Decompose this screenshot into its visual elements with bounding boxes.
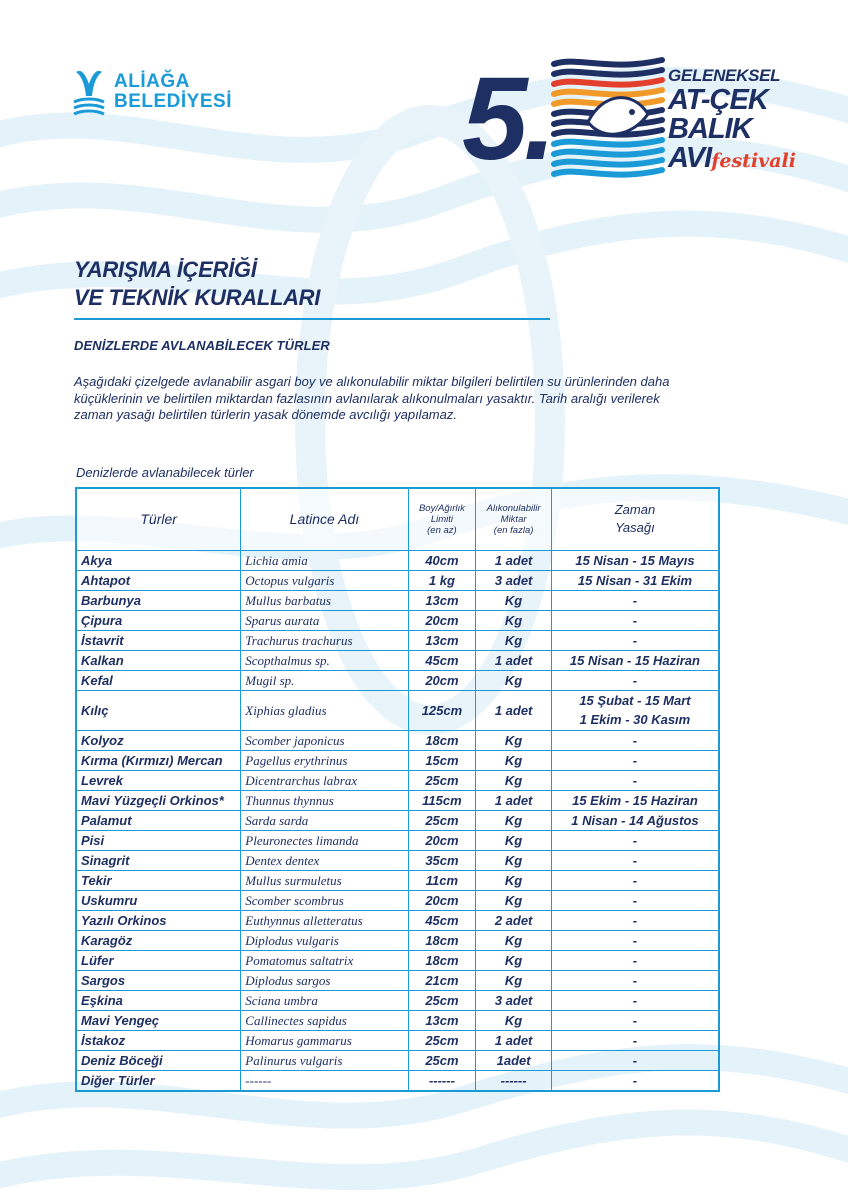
size-limit-cell: 45cm	[408, 910, 476, 930]
header-quantity	[476, 488, 552, 550]
size-limit-cell: 25cm	[408, 1030, 476, 1050]
size-limit-cell: 20cm	[408, 610, 476, 630]
quantity-cell: 1 adet	[476, 550, 552, 570]
size-limit-cell: ------	[408, 1070, 476, 1091]
table-row	[76, 810, 719, 830]
species-name-cell: Mavi Yüzgeçli Orkinos*	[76, 790, 241, 810]
latin-name-cell: Palinurus vulgaris	[241, 1050, 408, 1070]
species-table-body	[76, 550, 719, 1091]
time-ban-cell	[551, 930, 719, 950]
time-ban-period: -	[632, 932, 638, 948]
time-ban-cell	[551, 1030, 719, 1050]
time-ban-period: -	[632, 872, 638, 888]
time-ban-cell	[551, 910, 719, 930]
size-limit-cell: 13cm	[408, 630, 476, 650]
species-name-cell: İstavrit	[76, 630, 241, 650]
time-ban-cell	[551, 950, 719, 970]
festival-fish-stripes-icon	[548, 52, 668, 188]
table-row	[76, 730, 719, 750]
species-name-cell: Uskumru	[76, 890, 241, 910]
quantity-cell: Kg	[476, 890, 552, 910]
header-latin: Latince Adı	[241, 488, 408, 550]
species-name-cell: Kalkan	[76, 650, 241, 670]
header-qty-line1: Alıkonulabilir	[486, 502, 541, 514]
quantity-cell: 1 adet	[476, 650, 552, 670]
festival-name-line3: BALIK	[668, 113, 752, 145]
size-limit-cell: 25cm	[408, 810, 476, 830]
size-limit-cell: 13cm	[408, 590, 476, 610]
header-qty-line2: Miktar	[500, 513, 527, 525]
header-species: Türler	[76, 488, 241, 550]
quantity-cell: 1adet	[476, 1050, 552, 1070]
latin-name-cell: Trachurus trachurus	[241, 630, 408, 650]
table-row	[76, 870, 719, 890]
latin-name-cell: Callinectes sapidus	[241, 1010, 408, 1030]
time-ban-period: 15 Ekim - 15 Haziran	[572, 792, 698, 808]
time-ban-cell	[551, 670, 719, 690]
species-name-cell: Kolyoz	[76, 730, 241, 750]
table-header-row	[76, 488, 719, 550]
intro-paragraph: Aşağıdaki çizelgede avlanabilir asgari boy ve alıkonulabilir miktar bilgileri belirtilen su ürünlerinden daha küçüklerinin ve belirtilen miktardan fazlasının avlanılarak alıkonulmaları yasaktır. Tarih aralığı verilerek zaman yasağı belirtilen türlerin yasak dönemde avcılığı yapılamaz.	[74, 374, 670, 422]
size-limit-cell: 125cm	[408, 690, 476, 730]
latin-name-cell: Sparus aurata	[241, 610, 408, 630]
time-ban-period: -	[632, 1072, 638, 1088]
quantity-cell: Kg	[476, 730, 552, 750]
latin-name-cell: Pleuronectes limanda	[241, 830, 408, 850]
header-size-limit	[408, 488, 476, 550]
time-ban-cell	[551, 890, 719, 910]
time-ban-cell	[551, 970, 719, 990]
table-row	[76, 890, 719, 910]
species-name-cell: Ahtapot	[76, 570, 241, 590]
species-name-cell: İstakoz	[76, 1030, 241, 1050]
municipality-name-line2: BELEDİYESİ	[114, 91, 232, 112]
size-limit-cell: 20cm	[408, 830, 476, 850]
species-name-cell: Sinagrit	[76, 850, 241, 870]
size-limit-cell: 20cm	[408, 670, 476, 690]
time-ban-period: 15 Nisan - 15 Mayıs	[575, 552, 695, 568]
latin-name-cell: Lichia amia	[241, 550, 408, 570]
latin-name-cell: Diplodus vulgaris	[241, 930, 408, 950]
latin-name-cell: Mullus barbatus	[241, 590, 408, 610]
size-limit-cell: 25cm	[408, 1050, 476, 1070]
species-name-cell: Yazılı Orkinos	[76, 910, 241, 930]
quantity-cell: Kg	[476, 930, 552, 950]
quantity-cell: 2 adet	[476, 910, 552, 930]
header-ban-line2: Yasağı	[615, 520, 655, 536]
time-ban-period: -	[632, 1052, 638, 1068]
quantity-cell: Kg	[476, 770, 552, 790]
size-limit-cell: 25cm	[408, 770, 476, 790]
latin-name-cell: Scomber japonicus	[241, 730, 408, 750]
quantity-cell: Kg	[476, 870, 552, 890]
time-ban-cell	[551, 630, 719, 650]
latin-name-cell: Sarda sarda	[241, 810, 408, 830]
page-title-line1: YARIŞMA İÇERİĞİ	[74, 257, 257, 282]
table-row	[76, 1070, 719, 1091]
species-name-cell: Kırma (Kırmızı) Mercan	[76, 750, 241, 770]
time-ban-cell	[551, 1050, 719, 1070]
size-limit-cell: 11cm	[408, 870, 476, 890]
quantity-cell: 3 adet	[476, 990, 552, 1010]
page-title	[74, 256, 320, 312]
size-limit-cell: 25cm	[408, 990, 476, 1010]
latin-name-cell: Scomber scombrus	[241, 890, 408, 910]
time-ban-cell	[551, 1070, 719, 1091]
time-ban-cell	[551, 770, 719, 790]
table-row	[76, 830, 719, 850]
section-title: DENİZLERDE AVLANABİLECEK TÜRLER	[74, 338, 330, 353]
latin-name-cell: Xiphias gladius	[241, 690, 408, 730]
species-name-cell: Sargos	[76, 970, 241, 990]
quantity-cell: Kg	[476, 810, 552, 830]
latin-name-cell: Diplodus sargos	[241, 970, 408, 990]
latin-name-cell: Thunnus thynnus	[241, 790, 408, 810]
table-row	[76, 970, 719, 990]
table-row	[76, 930, 719, 950]
species-name-cell: Deniz Böceği	[76, 1050, 241, 1070]
time-ban-cell	[551, 850, 719, 870]
time-ban-period: -	[632, 612, 638, 628]
size-limit-cell: 35cm	[408, 850, 476, 870]
quantity-cell: 1 adet	[476, 1030, 552, 1050]
time-ban-cell	[551, 730, 719, 750]
municipality-logo	[72, 66, 232, 118]
quantity-cell: 3 adet	[476, 570, 552, 590]
time-ban-cell	[551, 650, 719, 670]
latin-name-cell: Dentex dentex	[241, 850, 408, 870]
time-ban-period: 15 Şubat - 15 Mart	[579, 693, 691, 708]
latin-name-cell: Dicentrarchus labrax	[241, 770, 408, 790]
latin-name-cell: Euthynnus alletteratus	[241, 910, 408, 930]
time-ban-cell	[551, 790, 719, 810]
quantity-cell: 1 adet	[476, 690, 552, 730]
species-name-cell: Diğer Türler	[76, 1070, 241, 1091]
latin-name-cell: Sciana umbra	[241, 990, 408, 1010]
municipality-name-line1: ALİAĞA	[114, 71, 190, 92]
festival-name-line2: AT-ÇEK	[668, 84, 768, 116]
time-ban-period: -	[632, 752, 638, 768]
quantity-cell: Kg	[476, 950, 552, 970]
time-ban-period: -	[632, 732, 638, 748]
table-row	[76, 630, 719, 650]
table-row	[76, 910, 719, 930]
quantity-cell: Kg	[476, 850, 552, 870]
latin-name-cell: Mullus surmuletus	[241, 870, 408, 890]
time-ban-period: -	[632, 912, 638, 928]
table-row	[76, 670, 719, 690]
table-row	[76, 1050, 719, 1070]
quantity-cell: Kg	[476, 590, 552, 610]
size-limit-cell: 18cm	[408, 950, 476, 970]
table-row	[76, 1030, 719, 1050]
quantity-cell: Kg	[476, 970, 552, 990]
size-limit-cell: 21cm	[408, 970, 476, 990]
time-ban-period: -	[632, 852, 638, 868]
quantity-cell: Kg	[476, 830, 552, 850]
table-row	[76, 650, 719, 670]
latin-name-cell: Homarus gammarus	[241, 1030, 408, 1050]
title-divider	[74, 318, 550, 320]
header-qty-line3: (en fazla)	[493, 524, 534, 536]
time-ban-period: -	[632, 892, 638, 908]
table-row	[76, 590, 719, 610]
table-row	[76, 1010, 719, 1030]
table-row	[76, 690, 719, 730]
time-ban-period: -	[632, 972, 638, 988]
time-ban-period: 15 Nisan - 15 Haziran	[569, 652, 700, 668]
quantity-cell: Kg	[476, 1010, 552, 1030]
species-name-cell: Lüfer	[76, 950, 241, 970]
species-name-cell: Tekir	[76, 870, 241, 890]
latin-name-cell: Pagellus erythrinus	[241, 750, 408, 770]
time-ban-cell	[551, 830, 719, 850]
table-caption: Denizlerde avlanabilecek türler	[76, 465, 254, 480]
time-ban-cell	[551, 990, 719, 1010]
time-ban-period: -	[632, 672, 638, 688]
festival-name-avi: AVI	[668, 142, 712, 174]
table-row	[76, 550, 719, 570]
quantity-cell: Kg	[476, 670, 552, 690]
time-ban-period: -	[632, 592, 638, 608]
festival-name-script: festivali	[711, 150, 796, 172]
species-name-cell: Akya	[76, 550, 241, 570]
header-ban-line1: Zaman	[614, 502, 656, 518]
time-ban-period: -	[632, 952, 638, 968]
size-limit-cell: 18cm	[408, 730, 476, 750]
quantity-cell: Kg	[476, 610, 552, 630]
time-ban-cell	[551, 590, 719, 610]
time-ban-cell	[551, 750, 719, 770]
time-ban-period: 15 Nisan - 31 Ekim	[577, 572, 693, 588]
size-limit-cell: 18cm	[408, 930, 476, 950]
size-limit-cell: 1 kg	[408, 570, 476, 590]
table-row	[76, 750, 719, 770]
time-ban-period: -	[632, 772, 638, 788]
time-ban-cell	[551, 810, 719, 830]
latin-name-cell: Octopus vulgaris	[241, 570, 408, 590]
quantity-cell: Kg	[476, 630, 552, 650]
size-limit-cell: 20cm	[408, 890, 476, 910]
festival-logo	[462, 52, 796, 194]
festival-name-line4	[668, 144, 796, 176]
quantity-cell: 1 adet	[476, 790, 552, 810]
header-size-line2: Limiti	[430, 513, 454, 525]
time-ban-period: 1 Ekim - 30 Kasım	[579, 712, 691, 727]
size-limit-cell: 15cm	[408, 750, 476, 770]
festival-name	[668, 66, 796, 176]
table-row	[76, 770, 719, 790]
time-ban-cell	[551, 610, 719, 630]
time-ban-period: 1 Nisan - 14 Ağustos	[571, 812, 699, 828]
time-ban-period: -	[632, 1032, 638, 1048]
table-row	[76, 950, 719, 970]
festival-edition-number: 5.	[462, 53, 553, 185]
species-name-cell: Pisi	[76, 830, 241, 850]
festival-name-line1: GELENEKSEL	[668, 66, 781, 85]
species-name-cell: Kefal	[76, 670, 241, 690]
time-ban-cell	[551, 570, 719, 590]
size-limit-cell: 45cm	[408, 650, 476, 670]
species-name-cell: Eşkina	[76, 990, 241, 1010]
species-name-cell: Barbunya	[76, 590, 241, 610]
time-ban-period: -	[632, 832, 638, 848]
species-name-cell: Mavi Yengeç	[76, 1010, 241, 1030]
size-limit-cell: 13cm	[408, 1010, 476, 1030]
table-row	[76, 790, 719, 810]
latin-name-cell: Mugil sp.	[241, 670, 408, 690]
species-name-cell: Karagöz	[76, 930, 241, 950]
latin-name-cell: ------	[241, 1070, 408, 1091]
table-row	[76, 610, 719, 630]
species-name-cell: Palamut	[76, 810, 241, 830]
latin-name-cell: Pomatomus saltatrix	[241, 950, 408, 970]
species-name-cell: Levrek	[76, 770, 241, 790]
municipality-emblem-icon	[72, 66, 106, 118]
table-row	[76, 850, 719, 870]
header-time-ban	[551, 488, 719, 550]
time-ban-cell	[551, 550, 719, 570]
header-size-line1: Boy/Ağırlık	[418, 502, 465, 514]
size-limit-cell: 40cm	[408, 550, 476, 570]
species-table	[75, 487, 720, 1092]
table-row	[76, 990, 719, 1010]
quantity-cell: Kg	[476, 750, 552, 770]
time-ban-period: -	[632, 1012, 638, 1028]
time-ban-period: -	[632, 632, 638, 648]
table-row	[76, 570, 719, 590]
time-ban-cell	[551, 690, 719, 730]
time-ban-cell	[551, 870, 719, 890]
quantity-cell: ------	[476, 1070, 552, 1091]
size-limit-cell: 115cm	[408, 790, 476, 810]
page-title-line2: VE TEKNİK KURALLARI	[74, 285, 321, 310]
latin-name-cell: Scopthalmus sp.	[241, 650, 408, 670]
time-ban-period: -	[632, 992, 638, 1008]
species-name-cell: Kılıç	[76, 690, 241, 730]
time-ban-cell	[551, 1010, 719, 1030]
header-size-line3: (en az)	[427, 524, 457, 536]
species-name-cell: Çipura	[76, 610, 241, 630]
